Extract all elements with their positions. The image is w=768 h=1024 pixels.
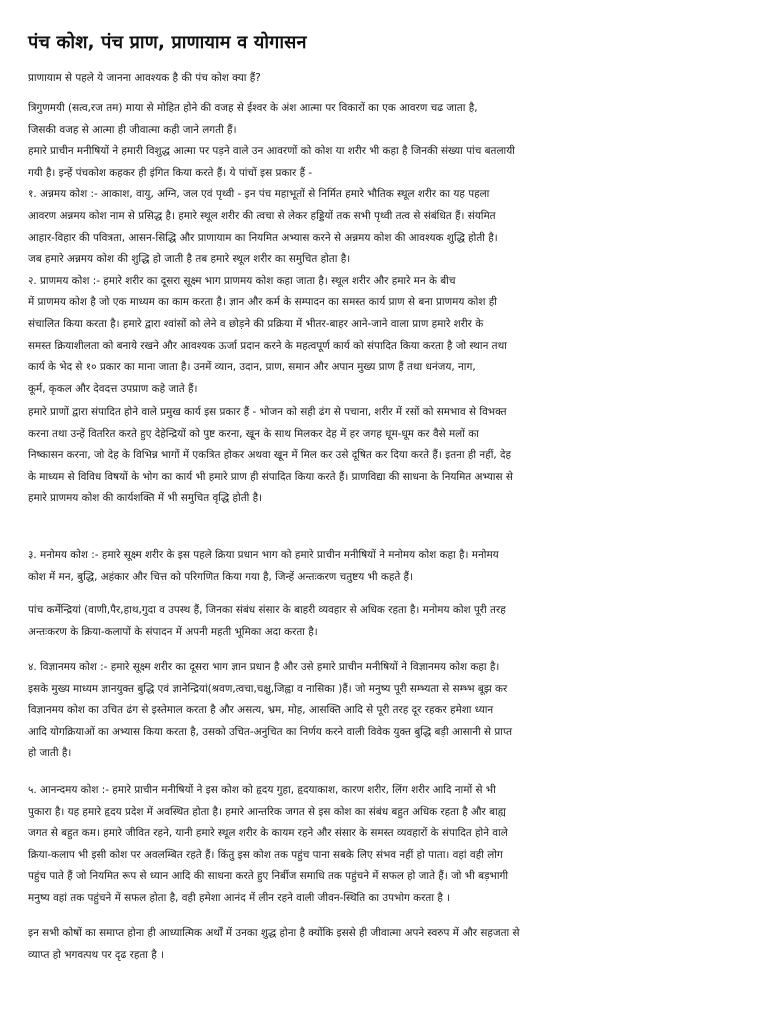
text-line: कोश में मन, बुद्धि, अहंकार और चित्त को परिगणित किया गया है, जिन्हें अन्तःकरण चतुष्टय भी कहते हैं।: [28, 570, 414, 583]
text-line: पांच कर्मेन्द्रियां (वाणी,पैर,हाथ,गुदा व उपस्थ हैं, जिनका संबंध संसार के बाहरी व्यवहार से अधिक रहता है। मनोमय कोश पूरी तरह: [28, 604, 506, 616]
text-line: अन्तःकरण के क्रिया-कलापों के संपादन में अपनी महती भूमिका अदा करता है।: [28, 625, 318, 638]
text-line: जिसकी वजह से आत्मा ही जीवात्मा कही जाने लगती हैं।: [28, 123, 237, 136]
text-line: पुकारा है। यह हमारे हृदय प्रदेश में अवस्थित होता है। हमारे आन्तरिक जगत से इस कोश का संबंध बहुत अधिक रहता है और बाह्य: [28, 805, 506, 818]
text-line: कूर्म, कृकल और देवदत्त उपप्राण कहे जाते हैं।: [28, 382, 198, 395]
paragraph: [28, 402, 736, 510]
text-line: हमारे प्राचीन मनीषियों ने हमारी विशुद्ध आत्मा पर पड़ने वाले उन आवरणों को कोश या शरीर भी कहा है जिनकी संख्या पांच बतलायी: [28, 145, 515, 158]
text-line: हमारे प्राणों द्वारा संपादित होने वाले प्रमुख कार्य इस प्रकार हैं - भोजन को सही ढंग से पचाना, शरीर में रसों को समभाव से विभक्त: [28, 406, 507, 418]
text-line: संचालित किया करता है। हमारे द्वारा श्वांसों को लेने व छोड़ने की प्रक्रिया में भीतर-बाहर आने-जाने वाला प्राण हमारे शरीर के: [28, 317, 484, 330]
paragraph: [28, 545, 736, 588]
text-line: इसके मुख्य माध्यम ज्ञानयुक्त बुद्धि एवं ज्ञानेन्द्रियां(श्रवण,त्वचा,चक्षु,जिह्वा व नासिका )हैं। जो मनुष्य पूरी सम्भ्यता से सम्भ्भ बूझ कर: [28, 682, 508, 695]
text-line: ३. मनोमय कोश :- हमारे सूक्ष्म शरीर के इस पहले क्रिया प्रधान भाग को हमारे प्राचीन मनीषियों ने मनोमय कोश कहा है। मनोमय: [28, 549, 499, 561]
paragraph: [28, 780, 736, 910]
text-line: के माध्यम से विविध विषयों के भोग का कार्य भी हमारे प्राण ही संपादित किया करते हैं। प्राणविद्या की साधना के नियमित अभ्यास से: [28, 470, 513, 483]
text-line: ४. विज्ञानमय कोश :- हमारे सूक्ष्म शरीर का दूसरा भाग ज्ञान प्रधान है और उसे हमारे प्राचीन मनीषियों ने विज्ञानमय कोश कहा है।: [28, 661, 500, 673]
text-line: क्रिया-कलाप भी इसी कोश पर अवलम्बित रहते हैं। किंतु इस कोश तक पहुंच पाना सबके लिए संभव नहीं हो पाता। वहां वही लोग: [28, 848, 503, 861]
text-line: हो जाती है।: [28, 747, 72, 760]
text-line: समस्त क्रियाशीलता को बनाये रखने और आवश्यक ऊर्जा प्रदान करने के महत्वपूर्ण कार्य को संपादित किया करता है जो स्थान तथा: [28, 339, 507, 352]
text-line: जब हमारे अन्नमय कोश की शुद्धि हो जाती है तब हमारे स्थूल शरीर का समुचित होता है।: [28, 253, 351, 266]
paragraph: [28, 923, 736, 966]
text-line: पहुंच पाते हैं जो नियमित रूप से ध्यान आदि की साधना करते हुए निर्बीज समाधि तक पहुंचने में सफल हो जाते हैं। जो भी बड़भागी: [28, 870, 509, 883]
text-line: हमारे प्राणमय कोश की कार्यशक्ति में भी समुचित वृद्धि होती है।: [28, 492, 263, 505]
text-line: आवरण अन्नमय कोश नाम से प्रसिद्ध है। हमारे स्थूल शरीर की त्वचा से लेकर हड्डियों तक सभी पृथ्वी तत्व से संबंधित हैं। संयमित: [28, 209, 496, 222]
text-line: करना तथा उन्हें वितरित करते हुए देहेन्द्रियों को पुष्ट करना, खून के साथ मिलकर देह में हर जगह धूम-धूम कर वैसे मलों का: [28, 427, 479, 440]
text-line: २. प्राणमय कोश :- हमारे शरीर का दूसरा सूक्ष्म भाग प्राणमय कोश कहा जाता है। स्थूल शरीर और हमारे मन के बीच: [28, 274, 456, 287]
text-line: में प्राणमय कोश है जो एक माध्यम का काम करता है। ज्ञान और कर्म के सम्पादन का समस्त कार्य प्राण से बना प्राणमय कोश ही: [28, 296, 497, 309]
paragraph: [28, 600, 736, 643]
text-line: कार्य के भेद से १० प्रकार का माना जाता है। उनमें व्यान, उदान, प्राण, समान और अपान मुख्य प्राण हैं तथा धनंजय, नाग,: [28, 361, 476, 374]
paragraph: [28, 657, 736, 765]
text-line: १. अन्नमय कोश :- आकाश, वायु, अग्नि, जल एवं पृथ्वी - इन पंच महाभूतों से निर्मित हमारे भौतिक स्थूल शरीर का यह पहला: [28, 188, 490, 201]
text-line: त्रिगुणमयी (सत्व,रज तम) माया से मोहित होने की वजह से ईश्वर के अंश आत्मा पर विकारों का एक आवरण चढ जाता है,: [28, 102, 478, 114]
text-line: ५. आनन्दमय कोश :- हमारे प्राचीन मनीषियों ने इस कोश को हृदय गुहा, हृदयाकाश, कारण शरीर, लिंग शरीर आदि नामों से भी: [28, 784, 496, 796]
text-line: आहार-विहार की पवित्रता, आसन-सिद्धि और प्राणायाम का नियमित अभ्यास करने से अन्नमय कोश की आवश्यक शुद्धि होती है।: [28, 231, 498, 244]
text-line: मनुष्य वहां तक पहुंचने में सफल होता है, वही हमेशा आनंद में लीन रहने वाली जीवन-स्थिति का उपभोग करता है ।: [28, 891, 451, 904]
text-line: प्राणायाम से पहले ये जानना आवश्यक है की पंच कोश क्या हैं?: [28, 72, 261, 84]
text-line: जगत से बहुत कम। हमारे जीवित रहने, यानी हमारे स्थूल शरीर के कायम रहने और संसार के समस्त व्यवहारों के संपादित होने वाले: [28, 827, 508, 840]
paragraph: [28, 68, 736, 90]
text-line: गयी है। इन्हें पंचकोश कहकर ही इंगित किया करते हैं। ये पांचों इस प्रकार हैं -: [28, 166, 313, 179]
text-line: व्याप्त हो भगवत्पथ पर दृढ रहता है ।: [28, 948, 165, 961]
document-title: पंच कोश, पंच प्राण, प्राणायाम व योगासन: [28, 32, 307, 53]
text-line: विज्ञानमय कोश का उचित ढंग से इस्तेमाल करता है और असत्य, भ्रम, मोह, आसक्ति आदि से पूरी तरह दूर रहकर हमेशा ध्यान: [28, 704, 494, 717]
text-line: आदि योगक्रियाओं का अभ्यास किया करता है, उसको उचित-अनुचित का निर्णय करने वाली विवेक युक्त बुद्धि बड़ी आसानी से प्राप्त: [28, 725, 513, 738]
text-line: निष्कासन करना, जो देह के विभिन्न भागों में एकत्रित होकर अथवा खून में मिल कर उसे दूषित कर दिया करते हैं। इतना ही नहीं, देह: [28, 449, 512, 462]
text-line: इन सभी कोषों का समाप्त होना ही आध्यात्मिक अर्थों में उनका शुद्ध होना है क्योंकि इससे ही जीवात्मा अपने स्वरुप में और सहजता से: [28, 927, 520, 939]
paragraph: [28, 98, 736, 400]
